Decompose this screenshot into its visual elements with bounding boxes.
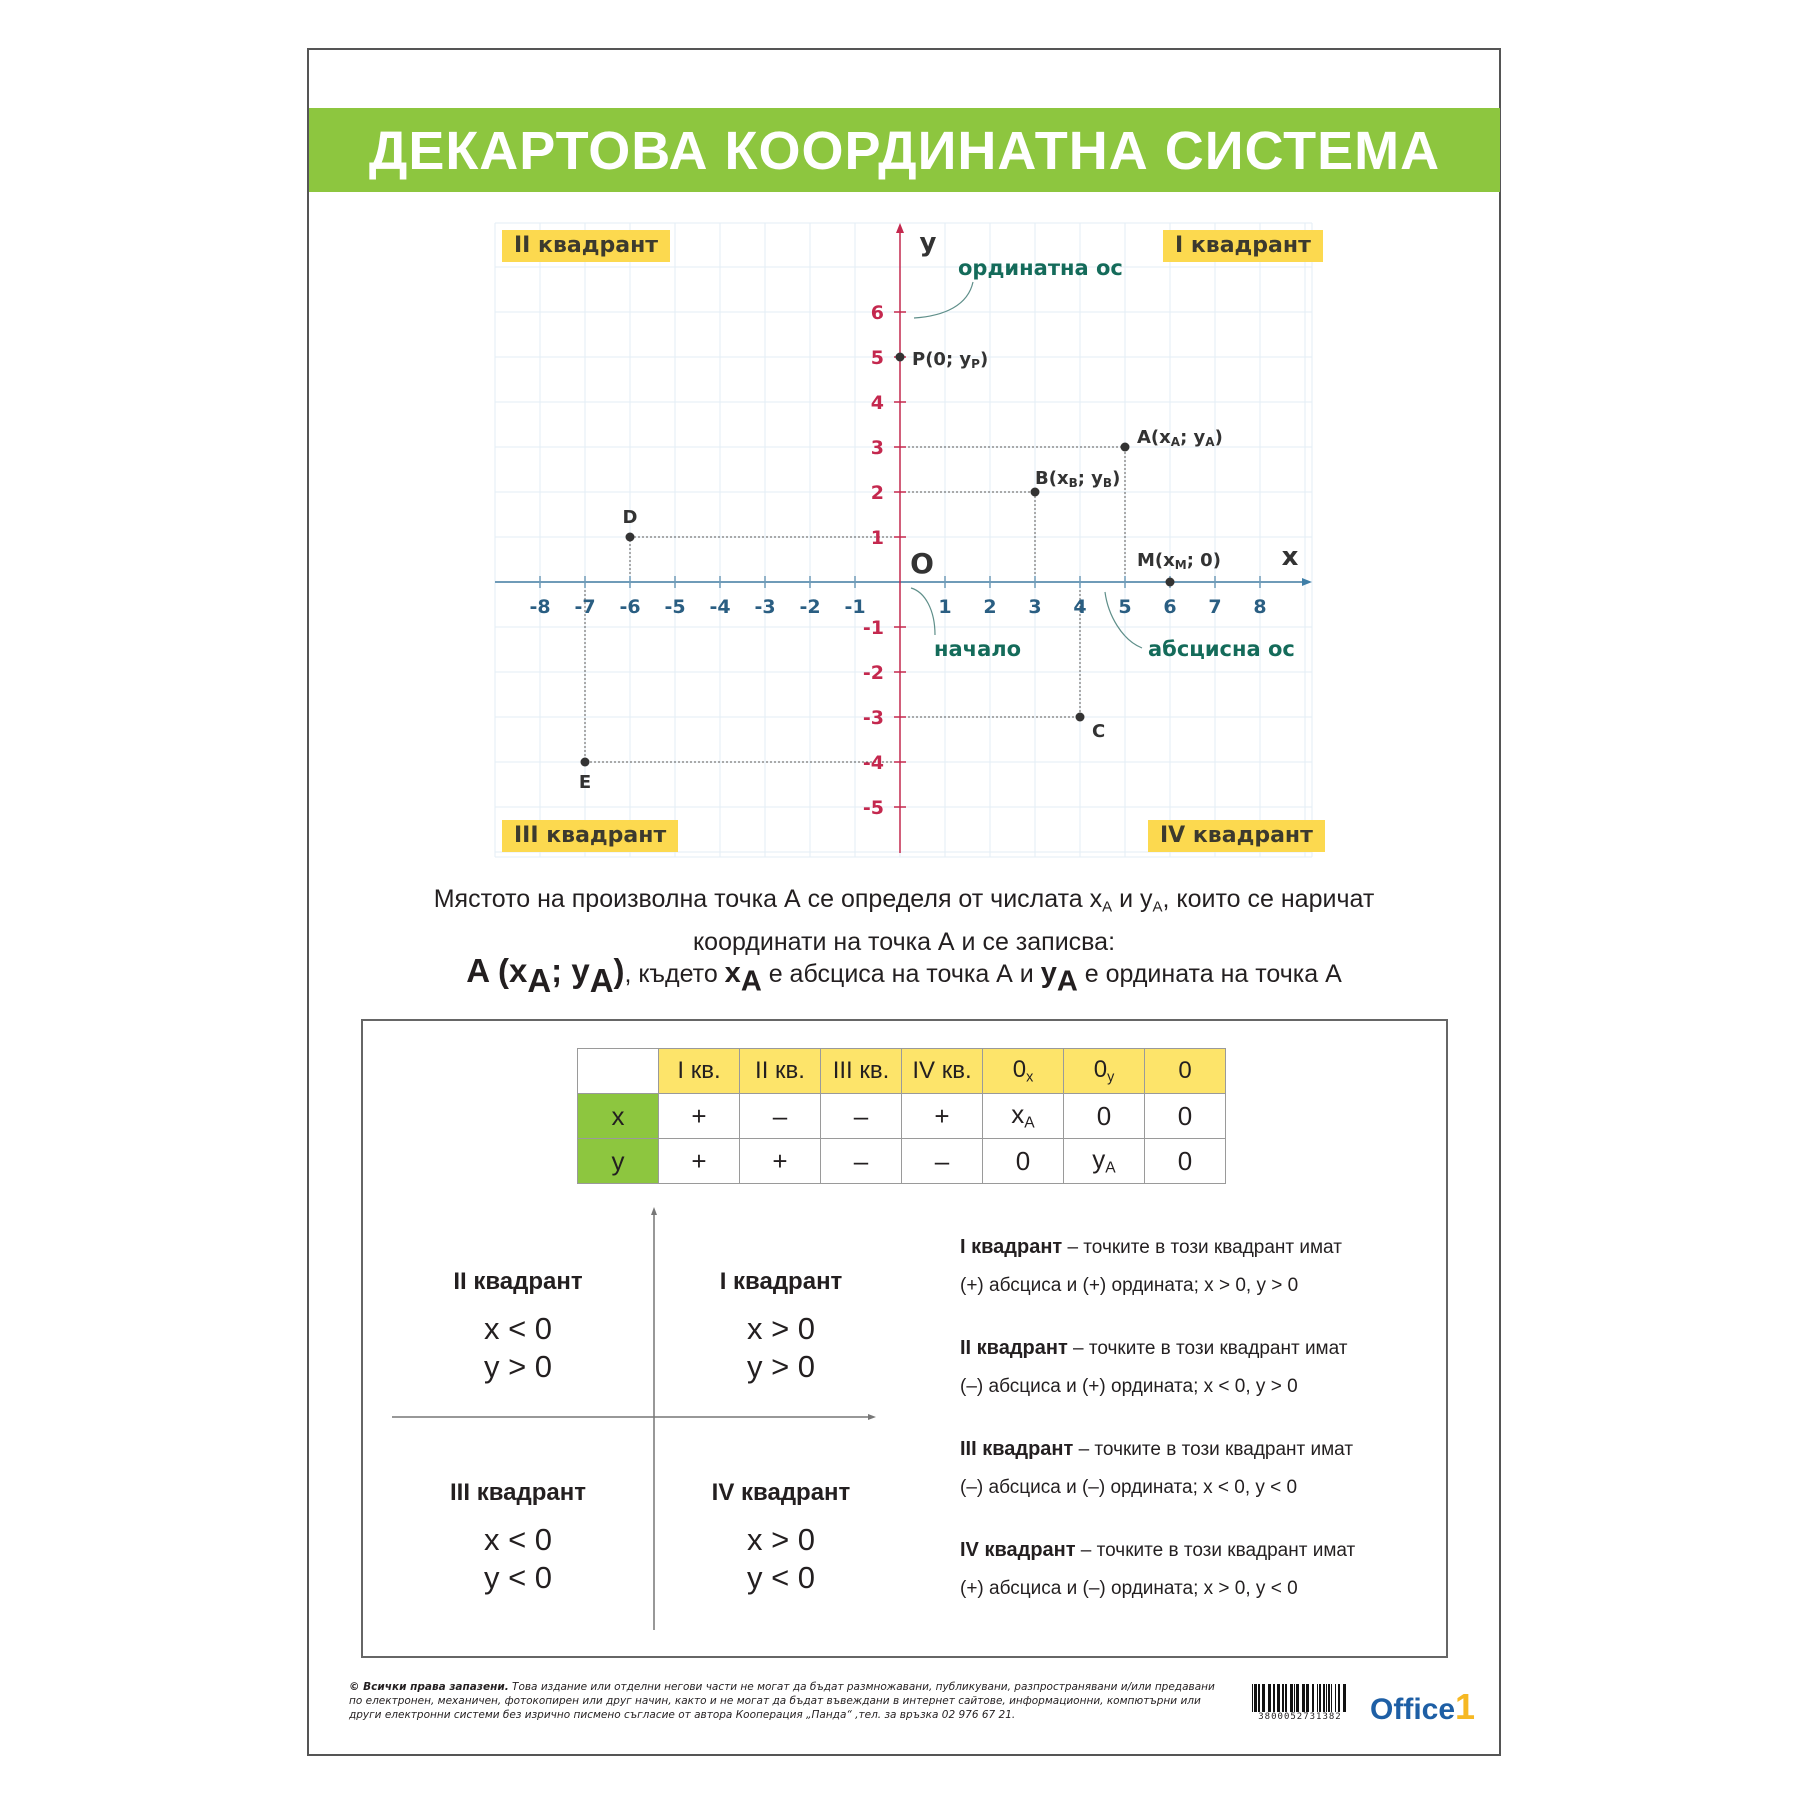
x-tick-label: -6 <box>619 596 641 618</box>
point-M <box>1166 578 1175 587</box>
y-tick-label: -1 <box>862 617 884 639</box>
table-header-cell: II кв. <box>740 1049 821 1094</box>
point-label-A: A(xA; yA) <box>1137 427 1223 449</box>
y-tick-label: 5 <box>870 347 884 369</box>
y-tick-label: 6 <box>870 302 884 324</box>
x-tick-label: -8 <box>529 596 551 618</box>
x-axis-arrow-icon <box>1302 578 1312 586</box>
mini-quadrant-conditions: x > 0 y < 0 <box>746 1522 816 1595</box>
copyright-notice: © Всички права запазени. Това издание или отделни негови части не могат да бъдат размножавани, публикувани, разпространявани и/или предавани по електронен, механичен, фотокопирен или друг начин, както и не могат да бъдат въвеждани в интернет сайтове, информационни, компютърни или други електронни системи без изрично писмено съгласие от автора Кооперация „Панда“ ,тел. за връзка 02 976 67 21. <box>349 1681 1215 1721</box>
table-cell: 0 <box>1145 1139 1226 1184</box>
table-header-cell: IV кв. <box>902 1049 983 1094</box>
rule-quadrant-3: III квадрант – точките в този квадрант имат (–) абсциса и (–) ордината; x < 0, y < 0 <box>960 1438 1354 1498</box>
x-tick-label: 7 <box>1208 596 1222 618</box>
mini-quadrant-conditions: x > 0 y > 0 <box>746 1311 816 1384</box>
point-label-C: C <box>1092 721 1106 742</box>
point-label-B: B(xB; yB) <box>1035 468 1121 490</box>
x-tick-label: 3 <box>1028 596 1042 618</box>
table-header-cell: I кв. <box>659 1049 740 1094</box>
x-tick-label: -1 <box>844 596 866 618</box>
mini-quadrant-title: I квадрант <box>719 1268 843 1295</box>
annotation-origin: начало <box>934 637 1022 661</box>
y-tick-label: -3 <box>862 707 884 729</box>
table-row-label: x <box>578 1094 659 1139</box>
coordinate-graph <box>0 0 1800 880</box>
x-tick-label: 2 <box>983 596 997 618</box>
x-tick-label: 1 <box>938 596 952 618</box>
mini-quadrant-2 <box>398 1268 638 1386</box>
origin-label: O <box>910 547 934 580</box>
table-row-label: y <box>578 1139 659 1184</box>
y-tick-label: 3 <box>870 437 884 459</box>
table-cell: $x_A$ <box>983 1094 1064 1139</box>
x-tick-label: 5 <box>1118 596 1132 618</box>
table-header-cell: 0 <box>1145 1049 1226 1094</box>
mini-quadrant-4 <box>661 1479 901 1597</box>
mini-quadrant-title: II квадрант <box>453 1268 583 1295</box>
mini-quadrant-3 <box>398 1479 638 1597</box>
table-cell: + <box>902 1094 983 1139</box>
annotation-ordinate: ординатна ос <box>958 256 1123 280</box>
x-tick-label: -4 <box>709 596 731 618</box>
badge-quadrant-4: IV квадрант <box>1148 820 1325 852</box>
x-tick-label: 4 <box>1073 596 1087 618</box>
point-label-E: E <box>578 772 592 793</box>
y-tick-label: -4 <box>862 752 884 774</box>
point-P <box>896 353 905 362</box>
y-tick-label: 1 <box>870 527 884 549</box>
mini-quadrant-1 <box>661 1268 901 1386</box>
badge-quadrant-2: II квадрант <box>502 230 670 262</box>
y-tick-label: 2 <box>870 482 884 504</box>
office1-logo: Office1 <box>1370 1686 1476 1727</box>
annotation-origin-arrow <box>911 588 935 635</box>
x-tick-label: 6 <box>1163 596 1177 618</box>
description-text: Мястото на произволна точка А се определя от числата $x_A$ и $y_A$, които се наричат координати на точка А и се записва: <box>433 885 1375 956</box>
point-label-P: P(0; yP) <box>912 349 989 371</box>
badge-quadrant-1: I квадрант <box>1163 230 1323 262</box>
annotation-abscissa: абсцисна ос <box>1148 637 1295 661</box>
table-cell: – <box>821 1094 902 1139</box>
mini-quadrant-conditions: x < 0 y < 0 <box>483 1522 553 1595</box>
table-row <box>578 1094 1226 1139</box>
point-D <box>626 533 635 542</box>
mini-quadrant-conditions: x < 0 y > 0 <box>483 1311 553 1384</box>
barcode-number: 3800052731382 <box>1248 1712 1352 1722</box>
table-cell: 0 <box>1145 1094 1226 1139</box>
table-header-cell: III кв. <box>821 1049 902 1094</box>
y-tick-label: -2 <box>862 662 884 684</box>
rule-quadrant-4: IV квадрант – точките в този квадрант имат (+) абсциса и (–) ордината; x > 0, y < 0 <box>960 1539 1356 1599</box>
table-cell: – <box>821 1139 902 1184</box>
mini-y-arrow-icon <box>651 1207 657 1215</box>
point-A <box>1121 443 1130 452</box>
table-cell: – <box>740 1094 821 1139</box>
x-tick-label: -7 <box>574 596 596 618</box>
sign-table-header-row <box>578 1049 1226 1094</box>
badge-quadrant-3: III квадрант <box>502 820 678 852</box>
table-cell: + <box>740 1139 821 1184</box>
mini-quadrant-title: IV квадрант <box>711 1479 851 1506</box>
sign-table <box>577 1048 1226 1184</box>
table-cell: 0 <box>1064 1094 1145 1139</box>
point-E <box>581 758 590 767</box>
table-header-cell: $0_x$ <box>983 1049 1064 1094</box>
table-cell: 0 <box>983 1139 1064 1184</box>
y-tick-label: -5 <box>862 797 884 819</box>
table-cell: – <box>902 1139 983 1184</box>
table-cell: $y_A$ <box>1064 1139 1145 1184</box>
table-corner-cell <box>578 1049 659 1094</box>
x-tick-label: -2 <box>799 596 821 618</box>
rule-quadrant-1: I квадрант – точките в този квадрант имат (+) абсциса и (+) ордината; x > 0, y > 0 <box>960 1236 1342 1296</box>
table-cell: + <box>659 1139 740 1184</box>
point-C <box>1076 713 1085 722</box>
page-title: ДЕКАРТОВА КООРДИНАТНА СИСТЕМА <box>368 121 1441 181</box>
y-tick-label: 4 <box>870 392 884 414</box>
point-label-D: D <box>622 507 638 528</box>
coordinate-formula: A ($x_A$; $y_A$), където $x_A$ е абсциса на точка А и $y_A$ е ордината на точка А <box>466 952 1342 999</box>
point-label-M: M(xM; 0) <box>1137 550 1221 572</box>
x-tick-label: 8 <box>1253 596 1267 618</box>
annotation-ordinate-arrow <box>914 282 973 318</box>
table-cell: + <box>659 1094 740 1139</box>
rule-quadrant-2: II квадрант – точките в този квадрант имат (–) абсциса и (+) ордината; x < 0, y > 0 <box>960 1337 1348 1397</box>
x-axis-label: x <box>1281 542 1299 572</box>
mini-x-arrow-icon <box>868 1414 876 1420</box>
x-tick-label: -3 <box>754 596 776 618</box>
mini-quadrant-title: III квадрант <box>450 1479 586 1506</box>
table-row <box>578 1139 1226 1184</box>
table-header-cell: $0_y$ <box>1064 1049 1145 1094</box>
y-axis-arrow-icon <box>896 223 904 233</box>
y-axis-label: y <box>919 228 937 258</box>
x-tick-label: -5 <box>664 596 686 618</box>
